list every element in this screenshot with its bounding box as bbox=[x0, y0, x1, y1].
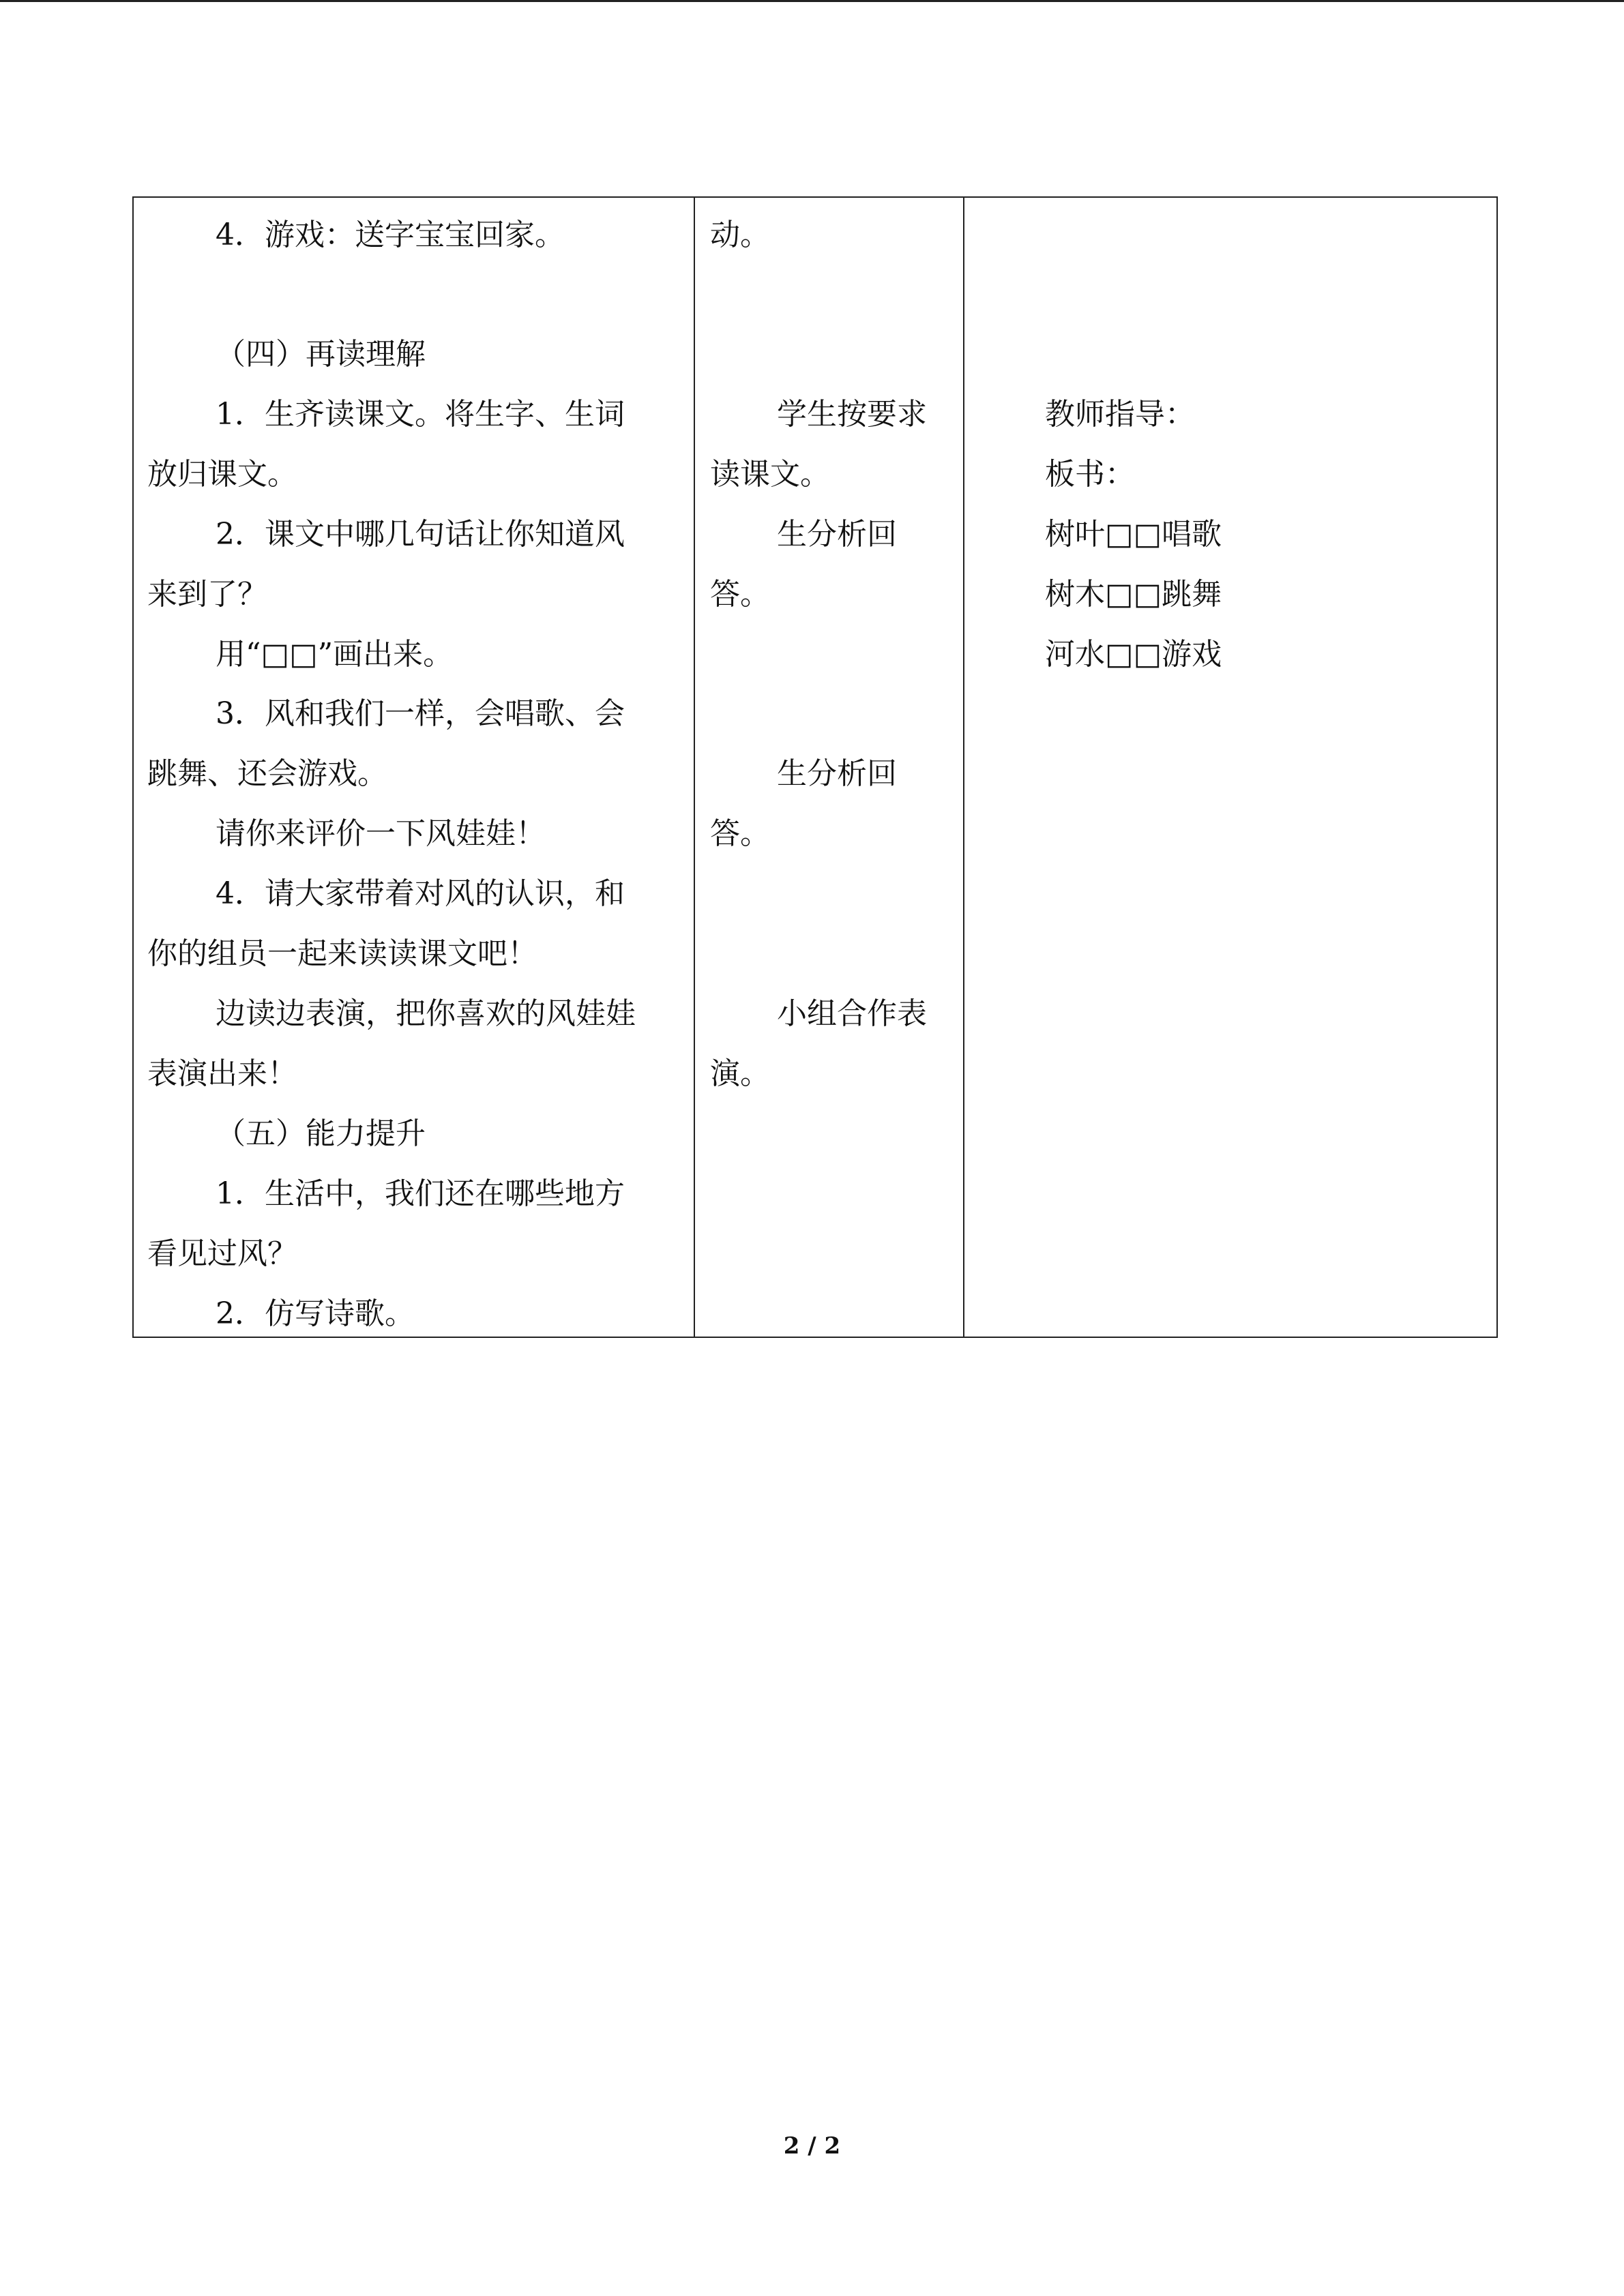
blackboard-line: 树叶□□唱歌 bbox=[1045, 517, 1222, 552]
activity-line: 看见过风？ bbox=[147, 1236, 297, 1271]
section-heading-reread: （四）再读理解 bbox=[216, 337, 426, 372]
activity-line: 来到了？ bbox=[147, 577, 267, 612]
blackboard-line: 河水□□游戏 bbox=[1045, 637, 1222, 672]
page-top-border bbox=[0, 0, 1624, 2]
activity-line: 边读边表演，把你喜欢的风娃娃 bbox=[216, 996, 636, 1031]
teacher-guidance-label: 教师指导： bbox=[1045, 397, 1195, 432]
activity-line: 表演出来！ bbox=[147, 1056, 297, 1091]
activity-line: 4．请大家带着对风的认识，和 bbox=[216, 876, 625, 911]
activity-line: 4．游戏：送字宝宝回家。 bbox=[216, 218, 565, 252]
activity-line: 1．生活中，我们还在哪些地方 bbox=[216, 1176, 625, 1211]
lesson-plan-table bbox=[132, 196, 1498, 1338]
blackboard-label: 板书： bbox=[1045, 457, 1135, 492]
teaching-activities-cell bbox=[133, 197, 694, 1337]
activity-line: 请你来评价一下风娃娃！ bbox=[216, 816, 546, 851]
activity-line: 放归课文。 bbox=[147, 457, 297, 492]
student-activities-cell bbox=[694, 197, 964, 1337]
activity-line: 2．课文中哪几句话让你知道风 bbox=[216, 517, 625, 552]
activity-line: 1．生齐读课文。将生字、生词 bbox=[216, 397, 625, 432]
activity-line: 你的组员一起来读读课文吧！ bbox=[147, 936, 537, 971]
student-line: 学生按要求 bbox=[777, 397, 927, 432]
section-heading-ability: （五）能力提升 bbox=[216, 1116, 426, 1151]
student-line: 生分析回 bbox=[777, 517, 897, 552]
activity-line: 用“□□”画出来。 bbox=[216, 637, 454, 672]
teacher-notes-cell bbox=[964, 197, 1497, 1337]
activity-line: 2．仿写诗歌。 bbox=[216, 1296, 415, 1331]
student-line: 答。 bbox=[710, 816, 770, 851]
student-line: 小组合作表 bbox=[777, 996, 927, 1031]
student-line: 演。 bbox=[710, 1056, 770, 1091]
table-row bbox=[133, 197, 1497, 1337]
student-line: 生分析回 bbox=[777, 756, 897, 791]
student-line: 答。 bbox=[710, 577, 770, 612]
activity-line: 跳舞、还会游戏。 bbox=[147, 756, 387, 791]
page-number: 2 / 2 bbox=[783, 2132, 841, 2160]
activity-line: 3．风和我们一样，会唱歌、会 bbox=[216, 696, 625, 731]
student-line: 动。 bbox=[710, 218, 770, 252]
blackboard-line: 树木□□跳舞 bbox=[1045, 577, 1222, 612]
student-line: 读课文。 bbox=[710, 457, 830, 492]
